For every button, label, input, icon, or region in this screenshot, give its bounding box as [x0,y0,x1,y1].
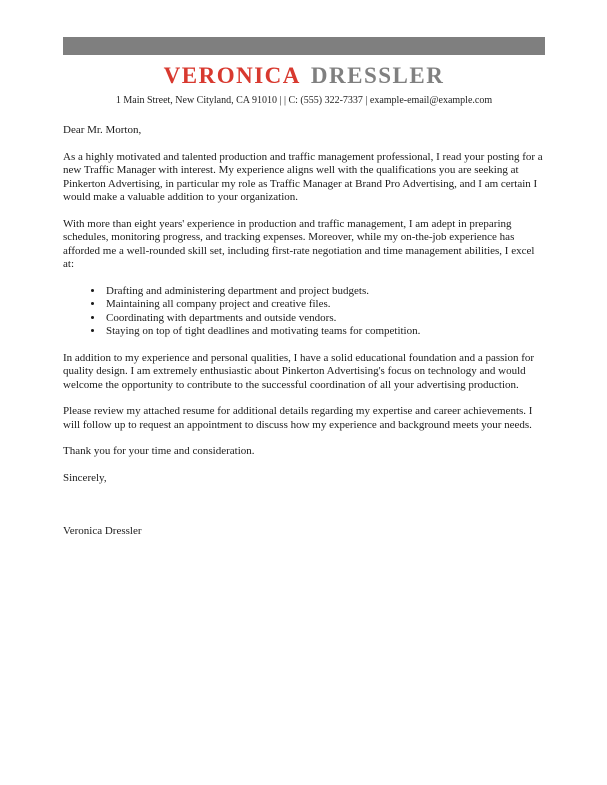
paragraph-qualities: In addition to my experience and personal qualities, I have a solid educational foundation and a passion for quality design. I am extremely enthusiastic about Pinkerton Advertising's focus on technology and would welcome the opportunity to contribute to the successful coordination of all your advertising production. [63,351,535,391]
contact-line: 1 Main Street, New Cityland, CA 91010 | | C: (555) 322-7337 | example-email@example.com [115,95,493,106]
list-item: • Staying on top of tight deadlines and motivating teams for competition. [104,325,545,339]
letter-body [63,124,545,539]
applicant-name [63,63,545,89]
header-divider-bar [63,37,545,55]
list-item: • Drafting and administering department and project budgets. [104,285,545,299]
applicant-last-name: DRESSLER [310,63,445,88]
paragraph-experience: With more than eight years' experience in production and traffic management, I am adept in preparing schedules, monitoring progress, and tracking expenses. Moreover, while my on-the-job experience has afforded me a well-rounded skill set, including first-rate negotiation and time management abilities, I excel at: [63,217,535,270]
salutation: Dear Mr. Morton, [63,124,142,136]
closing-line: Sincerely, [63,471,107,484]
list-item: • Maintaining all company project and creative files. [104,298,545,312]
applicant-first-name: VERONICA [163,63,301,88]
skills-list [63,285,545,339]
list-item: • Coordinating with departments and outside vendors. [104,312,545,326]
paragraph-introduction: As a highly motivated and talented production and traffic management professional, I read your posting for a new Traffic Manager with interest. My experience aligns well with the qualifications you are seeking at Pinkerton Advertising, in particular my role as Traffic Manager at Brand Pro Advertising, and I am certain I would make a valuable addition to your organization. [63,150,543,203]
signature-name: Veronica Dressler [63,525,142,537]
paragraph-follow-up: Please review my attached resume for additional details regarding my expertise and career achievements. I will follow up to request an appointment to discuss how my experience and background meets your needs. [63,405,533,431]
thank-you-line: Thank you for your time and consideration. [63,445,255,457]
